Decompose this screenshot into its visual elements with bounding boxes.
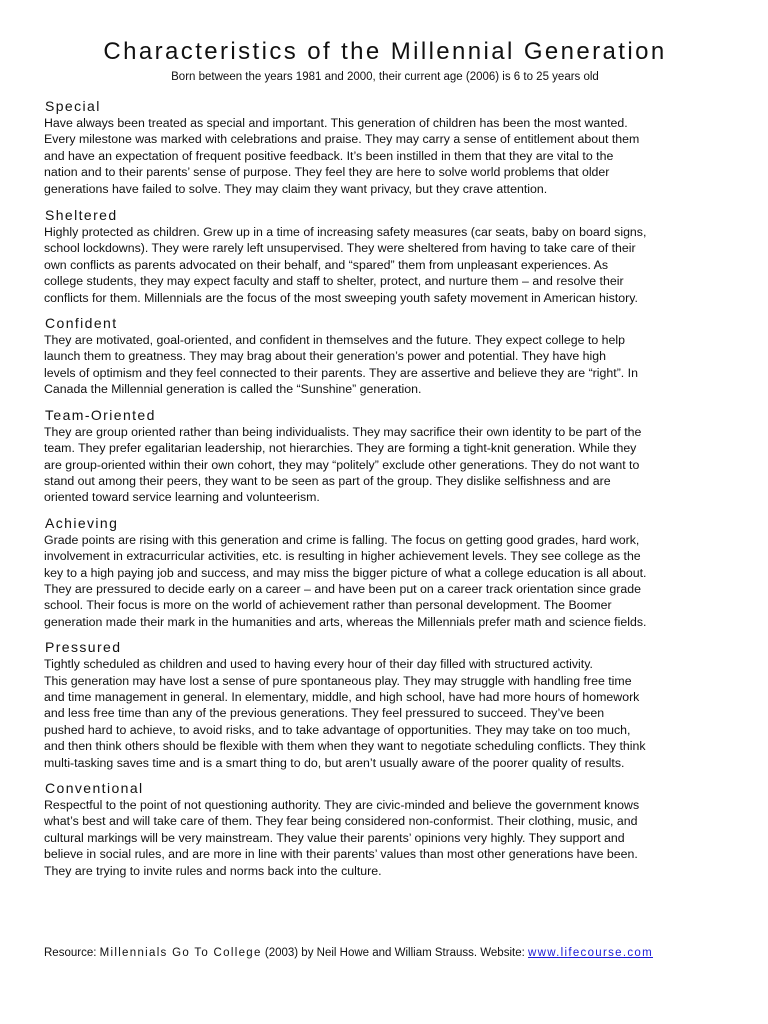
body-line: Tightly scheduled as children and used to having every hour of their day filled with structured activity. [44,657,593,672]
section-sheltered [44,207,726,306]
body-line: college students, they may expect faculty and staff to shelter, protect, and nurture them – and resolve their [44,274,624,289]
body-line: cultural markings will be very mainstream. They value their parents’ opinions very highly. They support and [44,830,625,845]
document-subtitle: Born between the years 1981 and 2000, their current age (2006) is 6 to 25 years old [171,71,599,83]
section-confident [44,315,726,398]
section-body [44,332,726,398]
body-line: and have an expectation of frequent positive feedback. It’s been instilled in them that they are vital to the [44,148,614,163]
body-line: team. They prefer egalitarian leadership, not hierarchies. They are forming a tight-knit generation. While they [44,441,637,456]
section-heading: Conventional [45,780,144,796]
body-line: Canada the Millennial generation is called the “Sunshine” generation. [44,382,422,397]
section-team-oriented [44,407,726,506]
body-line: Every milestone was marked with celebrations and praise. They may carry a sense of entitlement about them [44,132,640,147]
body-line: own conflicts as parents advocated on their behalf, and “spared” them from unpleasant experiences. As [44,257,609,272]
body-line: involvement in extracurricular activities, etc. is resulting in higher achievement levels. They see college as the [44,549,641,564]
section-heading: Pressured [45,639,122,656]
section-conventional [44,780,726,879]
section-pressured [44,639,726,771]
body-line: levels of optimism and they feel connected to their parents. They are assertive and believe they are “right”. In [44,365,638,380]
body-line: and then think others should be flexible with them when they want to negotiate scheduling conflicts. They think [44,739,646,754]
section-body [44,532,726,630]
section-heading: Confident [45,315,118,332]
footer-prefix: Resource: [44,947,100,959]
section-body [44,424,726,506]
section-body [44,115,726,197]
body-line: are group-oriented within their own cohort, they may “politely” exclude other generations. They do not want to [44,457,640,472]
body-line: They are pressured to decide early on a career – and have been put on a career track orientation since grade [44,581,641,596]
body-line: multi-tasking saves time and is a smart thing to do, but aren’t usually aware of the poorer quality of results. [44,755,625,770]
body-line: Highly protected as children. Grew up in a time of increasing safety measures (car seats, baby on board signs, [44,225,647,240]
section-heading: Team-Oriented [45,406,156,423]
body-line: They are trying to invite rules and norms back into the culture. [44,863,382,878]
body-line: Respectful to the point of not questioning authority. They are civic-minded and believe the government knows [44,798,640,812]
body-line: launch them to greatness. They may brag about their generation’s power and potential. They have high [44,349,607,364]
body-line: They are motivated, goal-oriented, and confident in themselves and the future. They expect college to help [44,333,625,348]
body-line: school lockdowns). They were rarely left unsupervised. They were sheltered from having to take care of their [44,241,636,256]
body-line: Have always been treated as special and important. This generation of children has been the most wanted. [44,116,628,130]
section-body [44,797,726,879]
document-title: Characteristics of the Millennial Generation [103,38,667,65]
body-line: This generation may have lost a sense of pure spontaneous play. They may struggle with handling free time [44,673,632,688]
body-line: believe in social rules, and are more in line with their parents’ values than most other generations have been. [44,847,638,862]
website-link[interactable]: www.lifecourse.com [527,947,653,959]
body-line: pushed hard to achieve, to avoid risks, and to take advantage of opportunities. They may take on too much, [44,722,631,737]
body-line: key to a high paying job and success, and may miss the bigger picture of what a college education is all about. [44,565,647,580]
body-line: school. Their focus is more on the world of achievement rather than personal development. The Boomer [44,598,612,613]
body-line: generation made their mark in the humanities and arts, whereas the Millennials prefer math and science fields. [44,614,647,629]
body-line: conflicts for them. Millennials are the focus of the most sweeping youth safety movement in American history. [44,290,638,305]
section-body [44,224,726,306]
section-heading: Special [45,98,101,114]
body-line: and time management in general. In elementary, middle, and high school, have had more hours of homework [44,689,640,704]
body-line: Grade points are rising with this generation and crime is falling. The focus on getting good grades, hard work, [44,532,640,547]
resource-footer [44,946,734,960]
section-heading: Sheltered [45,207,118,224]
body-line: oriented toward service learning and volunteerism. [44,490,320,505]
body-line: and less free time than any of the previous generations. They feel pressured to succeed. They’ve been [44,706,605,721]
document-page [44,36,726,879]
section-special [44,98,726,197]
section-body [44,656,726,771]
body-line: what’s best and will take care of them. They fear being considered non-conformist. Their clothing, music, and [44,814,638,829]
footer-middle: (2003) by Neil Howe and William Strauss. Website: [261,947,528,959]
section-heading: Achieving [45,514,119,531]
body-line: They are group oriented rather than being individualists. They may sacrifice their own identity to be part of the [44,424,642,439]
body-line: nation and to their parents’ sense of purpose. They feel they are here to solve world problems that older [44,165,610,180]
body-line: stand out among their peers, they want to be seen as part of the group. They dislike selfishness and are [44,473,611,488]
footer-book-title: Millennials Go To College [99,947,262,959]
body-line: generations have failed to solve. They may claim they want privacy, but they crave attention. [44,181,548,196]
section-achieving [44,515,726,630]
